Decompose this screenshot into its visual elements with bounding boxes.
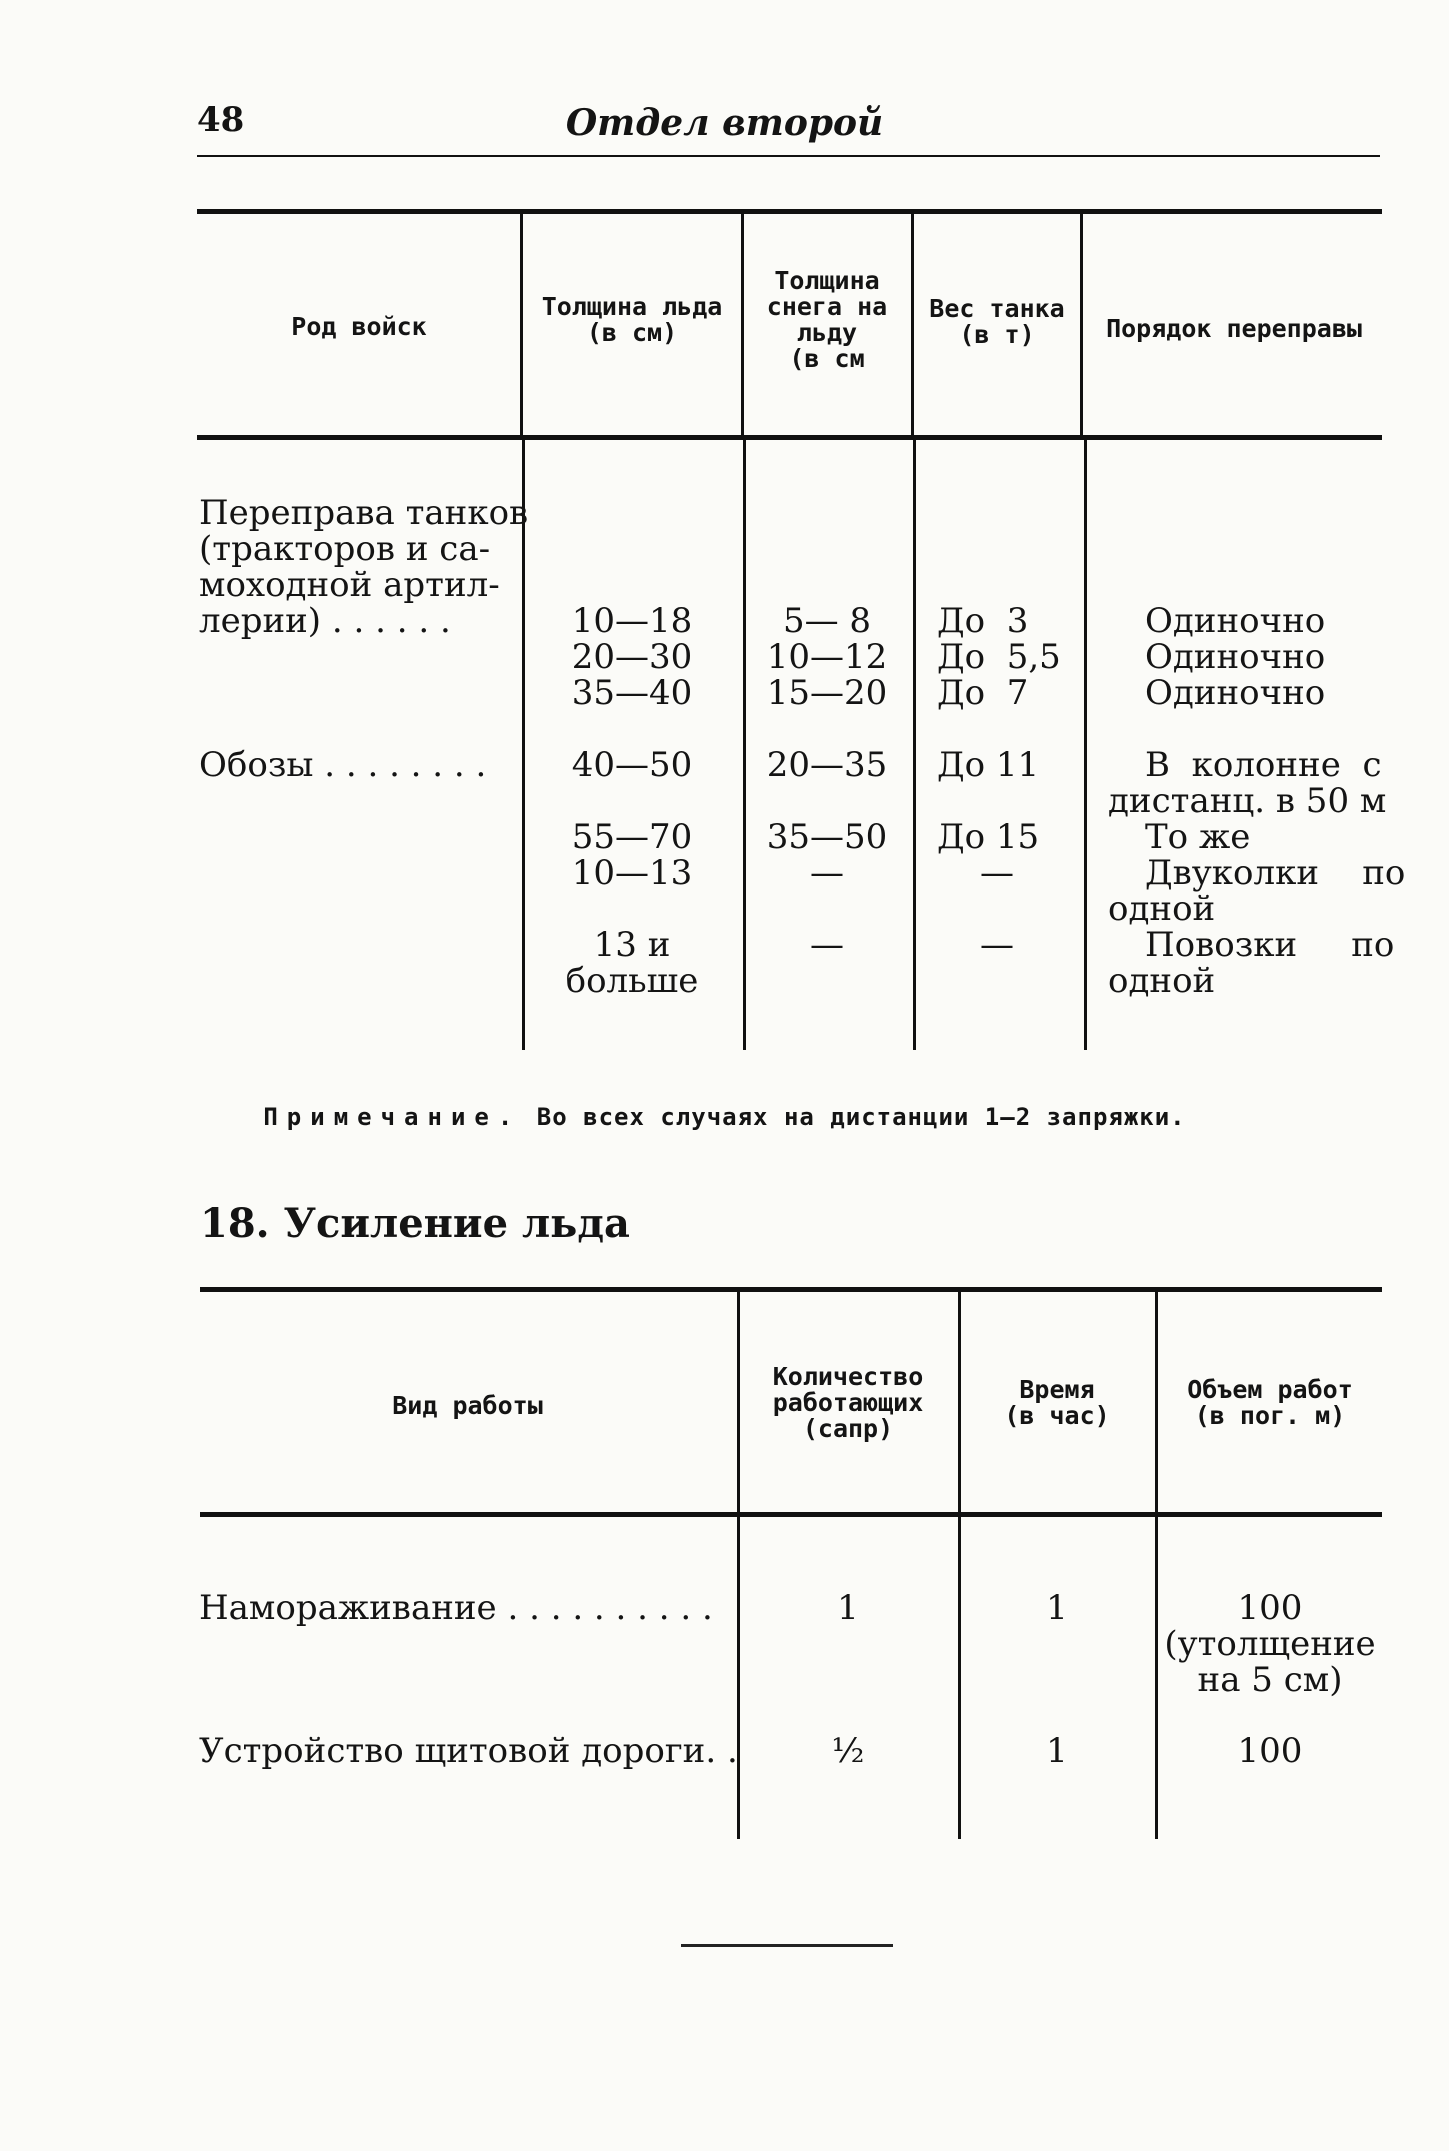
cell-ice: 55—70 — [571, 817, 693, 857]
cell-weight: До 3 — [937, 601, 1029, 641]
cell-time: 1 — [1046, 1731, 1068, 1771]
table1-col-divider — [741, 214, 744, 435]
cell-weight: — — [980, 925, 1014, 965]
cell-weight: — — [980, 853, 1014, 893]
cell-ice: 40—50 — [571, 745, 693, 785]
cell-ice: 10—13 — [571, 853, 693, 893]
cell-order: Одиночно — [1145, 637, 1326, 677]
cell-order: То же — [1145, 817, 1251, 857]
header-troops-type: Род войск — [291, 312, 427, 341]
cell-order: Одиночно — [1145, 601, 1326, 641]
header-rule — [197, 155, 1380, 157]
cell-snow: — — [810, 925, 844, 965]
cell-order-cont: дистанц. в 50 м — [1108, 781, 1387, 821]
table1-col-divider — [1084, 440, 1087, 1050]
cell-order: Двуколки по — [1145, 853, 1406, 893]
cell-order: Одиночно — [1145, 673, 1326, 713]
cell-work-type: Намораживание . . . . . . . . . . — [199, 1588, 713, 1628]
cell-snow: 15—20 — [766, 673, 888, 713]
cell-ice: 35—40 — [571, 673, 693, 713]
end-rule — [681, 1944, 893, 1947]
table2-header-rule — [200, 1512, 1382, 1517]
table2-col-divider — [737, 1517, 740, 1839]
cell-order: В колонне с — [1145, 745, 1382, 785]
cell-snow: 35—50 — [766, 817, 888, 857]
table2-col-divider — [737, 1292, 740, 1512]
cell-snow: 5— 8 — [782, 601, 872, 641]
cell-ice: 13 и больше — [565, 925, 699, 1001]
header-work-volume: Объем работ (в пог. м) — [1187, 1375, 1353, 1430]
header-crossing-order: Порядок переправы — [1106, 314, 1362, 343]
cell-workers: ½ — [831, 1731, 865, 1771]
section-heading: 18. Усиление льда — [200, 1200, 630, 1247]
table2-col-divider — [958, 1292, 961, 1512]
cell-weight: До 7 — [937, 673, 1029, 713]
header-snow-thickness: Толщина снега на льду (в см — [766, 266, 888, 373]
table-note — [0, 1103, 1449, 1131]
header-time: Время (в час) — [1004, 1375, 1110, 1430]
cell-weight: До 5,5 — [937, 637, 1061, 677]
cell-volume: 100 — [1237, 1731, 1303, 1771]
cell-weight: До 11 — [937, 745, 1040, 785]
header-ice-thickness: Толщина льда (в см) — [541, 292, 723, 347]
cell-snow: — — [810, 853, 844, 893]
note-label: Примечание. — [263, 1103, 522, 1131]
table2-col-divider — [958, 1517, 961, 1839]
table1-header-rule — [197, 435, 1382, 440]
header-tank-weight: Вес танка (в т) — [929, 294, 1065, 349]
cell-work-type: Устройство щитовой дороги. . — [199, 1731, 738, 1771]
header-work-type: Вид работы — [392, 1391, 543, 1420]
table1-col-divider — [1080, 214, 1083, 435]
cell-workers: 1 — [837, 1588, 859, 1628]
cell-volume: 100 (утолщение на 5 см) — [1164, 1588, 1376, 1700]
cell-order-cont: одной — [1108, 889, 1216, 929]
cell-snow: 20—35 — [766, 745, 888, 785]
table2-col-divider — [1155, 1292, 1158, 1512]
running-head: Отдел второй — [565, 102, 884, 144]
table2-col-divider — [1155, 1517, 1158, 1839]
cell-weight: До 15 — [937, 817, 1040, 857]
cell-order: Повозки по — [1145, 925, 1395, 965]
note-text: Во всех случаях на дистанции 1—2 запряжки. — [536, 1103, 1186, 1131]
cell-order-cont: одной — [1108, 961, 1216, 1001]
table1-col-divider — [520, 214, 523, 435]
row-label-transport: Обозы . . . . . . . . — [199, 745, 487, 785]
table2-top-rule — [200, 1287, 1382, 1292]
cell-snow: 10—12 — [766, 637, 888, 677]
cell-ice: 10—18 — [571, 601, 693, 641]
cell-time: 1 — [1046, 1588, 1068, 1628]
header-workers-count: Количество работающих (сапр) — [772, 1362, 924, 1443]
cell-ice: 20—30 — [571, 637, 693, 677]
table1-top-rule — [197, 209, 1382, 214]
page-number: 48 — [197, 100, 245, 140]
table1-col-divider — [911, 214, 914, 435]
row-label-tanks: Переправа танков (тракторов и са- моходной артил- лерии) . . . . . . — [199, 493, 529, 641]
